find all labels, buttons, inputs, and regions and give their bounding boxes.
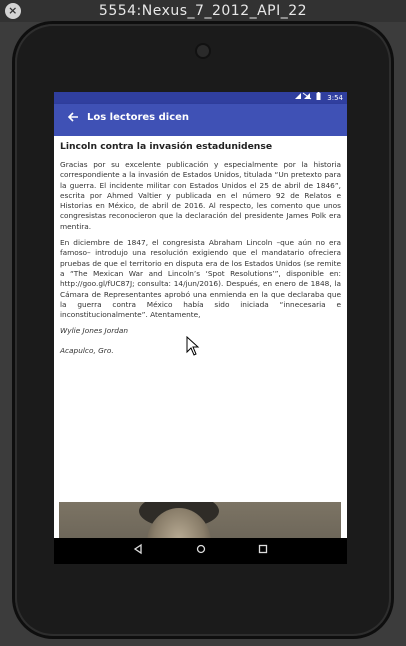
portrait-image xyxy=(59,502,341,538)
arrow-left-icon[interactable] xyxy=(64,111,82,129)
app-bar xyxy=(54,104,347,136)
mouse-cursor-icon xyxy=(186,336,200,356)
window-title: 5554:Nexus_7_2012_API_22 xyxy=(98,3,308,19)
device-screen xyxy=(54,92,347,564)
window-titlebar xyxy=(0,0,406,22)
status-time: 3:54 xyxy=(327,94,343,102)
article-paragraph-1: Gracias por su excelente publicación y especialmente por la historia correspondiente a la invasión de Estados Unidos, titulada “Un pretexto para la guerra. El incidente militar con Estados Unidos el 25 de abril de 1846”, escrita por Ahmed Valtier y publicada en el número 92 de Relatos e Historias en México, de abril de 2016. Al respecto, les comento que unos congresistas reconocieron que la declaración del presidente James Polk era mentira. xyxy=(60,160,341,231)
article-signature: Wylie Jones Jordan xyxy=(60,326,129,336)
triangle-back-icon[interactable] xyxy=(130,543,146,559)
navigation-bar xyxy=(54,538,347,564)
article-title: Lincoln contra la invasión estadunidense xyxy=(60,141,273,152)
battery-icon xyxy=(316,92,321,100)
article-content[interactable] xyxy=(54,136,347,538)
status-bar xyxy=(54,92,347,104)
status-icons xyxy=(294,92,321,104)
article-location: Acapulco, Gro. xyxy=(60,346,114,356)
square-recents-icon[interactable] xyxy=(255,543,271,559)
camera-icon xyxy=(195,43,211,59)
article-paragraph-2: En diciembre de 1847, el congresista Abraham Lincoln –que aún no era famoso– introdujo una resolución exigiendo que el mandatario ofreciera pruebas de que el territorio en disputa era de los Estados Unidos (se remite a “The Mexican War and Lincoln’s ‘Spot Resolutions’”, disponible en: http://goo.gl/fUC87J; consulta: 14/jun/2016). Después, en enero de 1848, la Cámara de Representantes aprobó una enmienda en la que declaraba que la guerra contra México había sido iniciada “innecesaria e inconstitucionalmente”. Atentamente, xyxy=(60,238,341,320)
circle-home-icon[interactable] xyxy=(193,543,209,559)
app-bar-title: Los lectores dicen xyxy=(87,112,190,123)
signal-icon xyxy=(294,92,314,100)
close-icon[interactable]: × xyxy=(5,3,21,19)
